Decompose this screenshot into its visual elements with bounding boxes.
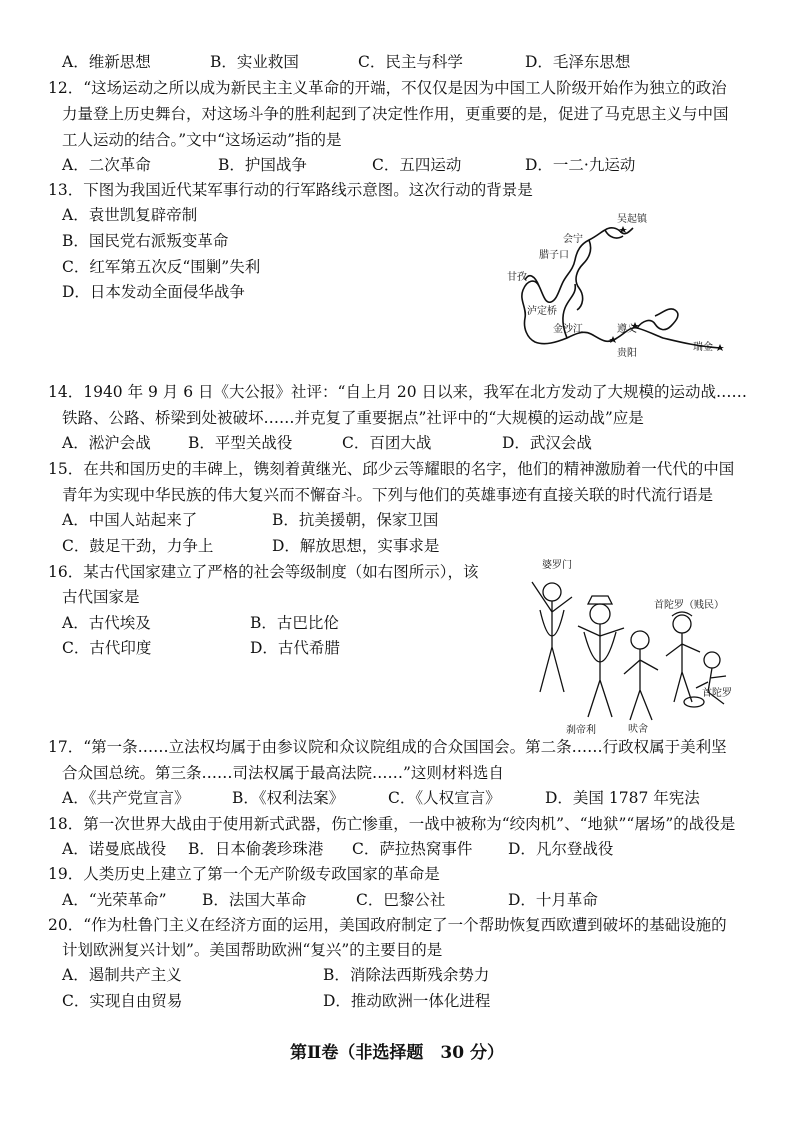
section-2-heading: 第Ⅱ卷（非选择题 30 分） [290,1043,504,1063]
q18-stem-line1: 18．第一次世界大战由于使用新式武器，伤亡惨重，一战中被称为“绞肉机”、“地狱”“屠场”的战役是 [48,815,736,833]
q11-option-b: B．实业救国 [210,53,299,71]
map-label-guiyang: 贵阳 [617,348,637,359]
q14-option-a: A．淞沪会战 [62,434,151,452]
map-label-ludingqiao: 泸定桥 [527,306,557,317]
q14-option-d: D．武汉会战 [502,434,592,452]
caste-label-vaishya: 吠舍 [628,724,648,735]
q15-stem-line2: 青年为实现中华民族的伟大复兴而不懈奋斗。下列与他们的英雄事迹有直接关联的时代流行语是 [62,486,714,504]
q15-option-d: D．解放思想，实事求是 [272,537,440,555]
caste-figure-svg [512,552,740,737]
map-label-ganzi: 甘孜 [507,272,527,283]
caste-label-kshatriya: 刹帝利 [566,725,596,736]
q16-option-a: A．古代埃及 [62,614,151,632]
q13-option-b: B．国民党右派叛变革命 [62,232,229,250]
map-label-wuqizhen: 吴起镇 [617,214,647,225]
q16-option-d: D．古代希腊 [250,639,340,657]
caste-label-brahmin: 婆罗门 [542,560,572,571]
q14-stem-line1: 14．1940 年 9 月 6 日《大公报》社评：“自上月 20 日以来，我军在北方发动了大规模的运动战…… [48,383,748,401]
q15-stem-line1: 15．在共和国历史的丰碑上，镌刻着黄继光、邱少云等耀眼的名字，他们的精神激励着一代代的中国 [48,460,735,478]
q13-option-c: C．红军第五次反“围剿”失利 [62,258,261,276]
q12-option-a: A．二次革命 [62,156,151,174]
q16-stem-line1: 16．某古代国家建立了严格的社会等级制度（如右图所示），该 [48,563,479,581]
q18-option-a: A．诺曼底战役 [62,840,167,858]
map-label-jinshajiang: 金沙江 [553,324,583,335]
q15-option-b: B．抗美援朝，保家卫国 [272,511,439,529]
map-label-lazikou: 腊子口 [539,250,569,261]
q12-stem-line3: 工人运动的结合。”文中“这场运动”指的是 [62,131,342,149]
q14-option-c: C．百团大战 [342,434,432,452]
q20-stem-line2: 计划欧洲复兴计划”。美国帮助欧洲“复兴”的主要目的是 [62,941,443,959]
q18-option-d: D．凡尔登战役 [508,840,614,858]
q17-option-b: B．《权利法案》 [232,789,345,807]
q19-option-a: A．“光荣革命” [62,891,167,909]
q19-option-b: B．法国大革命 [202,891,307,909]
q12-option-b: B．护国战争 [218,156,307,174]
q13-stem-line1: 13．下图为我国近代某军事行动的行军路线示意图。这次行动的背景是 [48,181,533,199]
q19-option-d: D．十月革命 [508,891,598,909]
map-label-ruijin: 瑞金 [693,342,713,353]
q12-option-d: D．一二·九运动 [525,156,636,174]
q15-option-a: A．中国人站起来了 [62,511,198,529]
q16-stem-line2: 古代国家是 [62,588,140,606]
q12-option-c: C．五四运动 [372,156,462,174]
q17-stem-line1: 17．“第一条……立法权均属于由参议院和众议院组成的合众国国会。第二条……行政权属于美利坚 [48,738,727,756]
q18-option-b: B．日本偷袭珍珠港 [188,840,324,858]
q11-option-c: C．民主与科学 [358,53,463,71]
q20-option-a: A．遏制共产主义 [62,966,182,984]
q17-option-d: D．美国 1787 年宪法 [545,789,700,807]
q20-option-b: B．消除法西斯残余势力 [323,966,490,984]
q14-option-b: B．平型关战役 [188,434,293,452]
q20-stem-line1: 20．“作为杜鲁门主义在经济方面的运用，美国政府制定了一个帮助恢复西欧遭到破坏的基础设施的 [48,916,727,934]
caste-label-shudra: 首陀罗 [702,688,732,699]
q13-option-d: D．日本发动全面侵华战争 [62,283,245,301]
q16-option-c: C．古代印度 [62,639,152,657]
map-label-huining: 会宁 [563,234,583,245]
q14-stem-line2: 铁路、公路、桥梁到处被破坏……并克复了重要据点”社评中的“大规模的运动战”应是 [62,409,644,427]
q12-stem-line1: 12．“这场运动之所以成为新民主主义革命的开端，不仅仅是因为中国工人阶级开始作为独立的政治 [48,79,727,97]
q20-option-c: C．实现自由贸易 [62,992,183,1010]
caste-label-shudra-untouchable: 首陀罗（贱民） [654,600,724,611]
q11-option-d: D．毛泽东思想 [525,53,631,71]
q17-option-a: A．《共产党宣言》 [62,789,190,807]
q17-option-c: C．《人权宣言》 [388,789,501,807]
q17-stem-line2: 合众国总统。第三条……司法权属于最高法院……”这则材料选自 [62,764,504,782]
q18-option-c: C．萨拉热窝事件 [352,840,473,858]
q20-option-d: D．推动欧洲一体化进程 [323,992,491,1010]
map-label-zunyi: 遵义 [617,324,637,335]
q11-option-a: A．维新思想 [62,53,151,71]
q12-stem-line2: 力量登上历史舞台，对这场斗争的胜利起到了决定性作用，更重要的是，促进了马克思主义与中国 [62,105,729,123]
q15-option-c: C．鼓足干劲，力争上 [62,537,214,555]
caste-system-figure [512,552,740,737]
q19-stem-line1: 19．人类历史上建立了第一个无产阶级专政国家的革命是 [48,865,440,883]
route-map-svg [505,210,735,362]
q19-option-c: C．巴黎公社 [356,891,446,909]
long-march-route-map [505,210,735,362]
q16-option-b: B．古巴比伦 [250,614,339,632]
q13-option-a: A．袁世凯复辟帝制 [62,206,198,224]
